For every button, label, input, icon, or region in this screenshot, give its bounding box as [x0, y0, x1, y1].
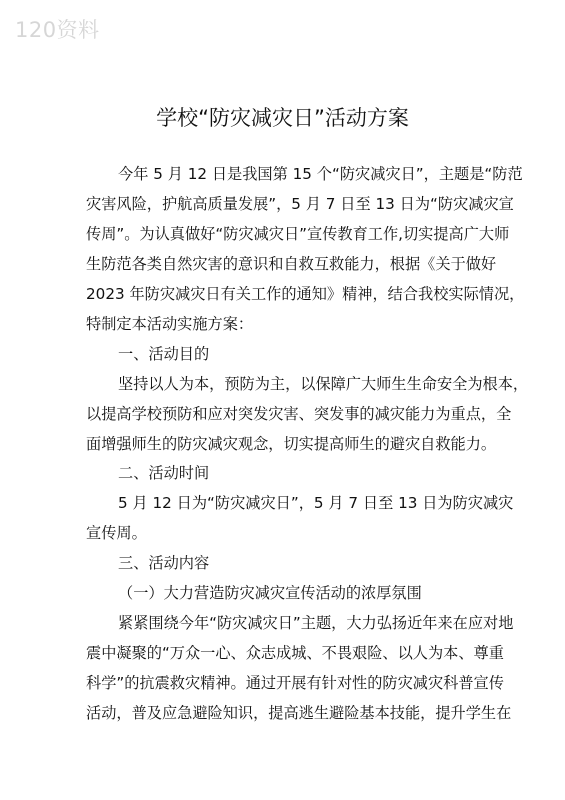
subsection-heading: （一）大力营造防灾减灾宣传活动的浓厚氛围 — [118, 584, 422, 602]
paragraph-line: 5 月 12 日为“防灾减灾日”，5 月 7 日至 13 日为防灾减灾 — [118, 494, 514, 512]
document-title: 学校“防灾减灾日”活动方案 — [156, 106, 409, 130]
paragraph-line: 以提高学校预防和应对突发灾害、突发事的减灾能力为重点，全 — [86, 405, 512, 423]
paragraph-line: 震中凝聚的“万众一心、众志成城、不畏艰险、以人为本、尊重 — [86, 644, 504, 662]
paragraph-line: 紧紧围绕今年“防灾减灾日”主题，大力弘扬近年来在应对地 — [118, 614, 514, 632]
paragraph-line: 宣传周。 — [86, 524, 147, 542]
paragraph-line: 特制定本活动实施方案： — [86, 315, 254, 333]
paragraph-line: 传周”。为认真做好“防灾减灾日”宣传教育工作,切实提高广大师 — [86, 225, 510, 243]
paragraph-line: 活动，普及应急避险知识，提高逃生避险基本技能，提升学生在 — [86, 704, 512, 722]
section-heading: 二、活动时间 — [118, 464, 210, 482]
paragraph-line: 生防范各类自然灾害的意识和自救互救能力，根据《关于做好 — [86, 255, 497, 273]
paragraph-line: 今年 5 月 12 日是我国第 15 个“防灾减灾日”，主题是“防范 — [118, 165, 523, 183]
paragraph-line: 科学”的抗震救灾精神。通过开展有针对性的防灾减灾科普宣传 — [86, 674, 504, 692]
section-heading: 一、活动目的 — [118, 345, 210, 363]
watermark-logo: 120资料 — [15, 18, 100, 42]
paragraph-line: 面增强师生的防灾减灾观念，切实提高师生的避灾自救能力。 — [86, 435, 497, 453]
paragraph-line: 坚持以人为本，预防为主，以保障广大师生生命安全为根本， — [118, 375, 529, 393]
section-heading: 三、活动内容 — [118, 554, 210, 572]
paragraph-line: 2023 年防灾减灾日有关工作的通知》精神，结合我校实际情况， — [86, 285, 525, 303]
paragraph-line: 灾害风险，护航高质量发展”，5 月 7 日至 13 日为“防灾减灾宣 — [86, 195, 514, 213]
